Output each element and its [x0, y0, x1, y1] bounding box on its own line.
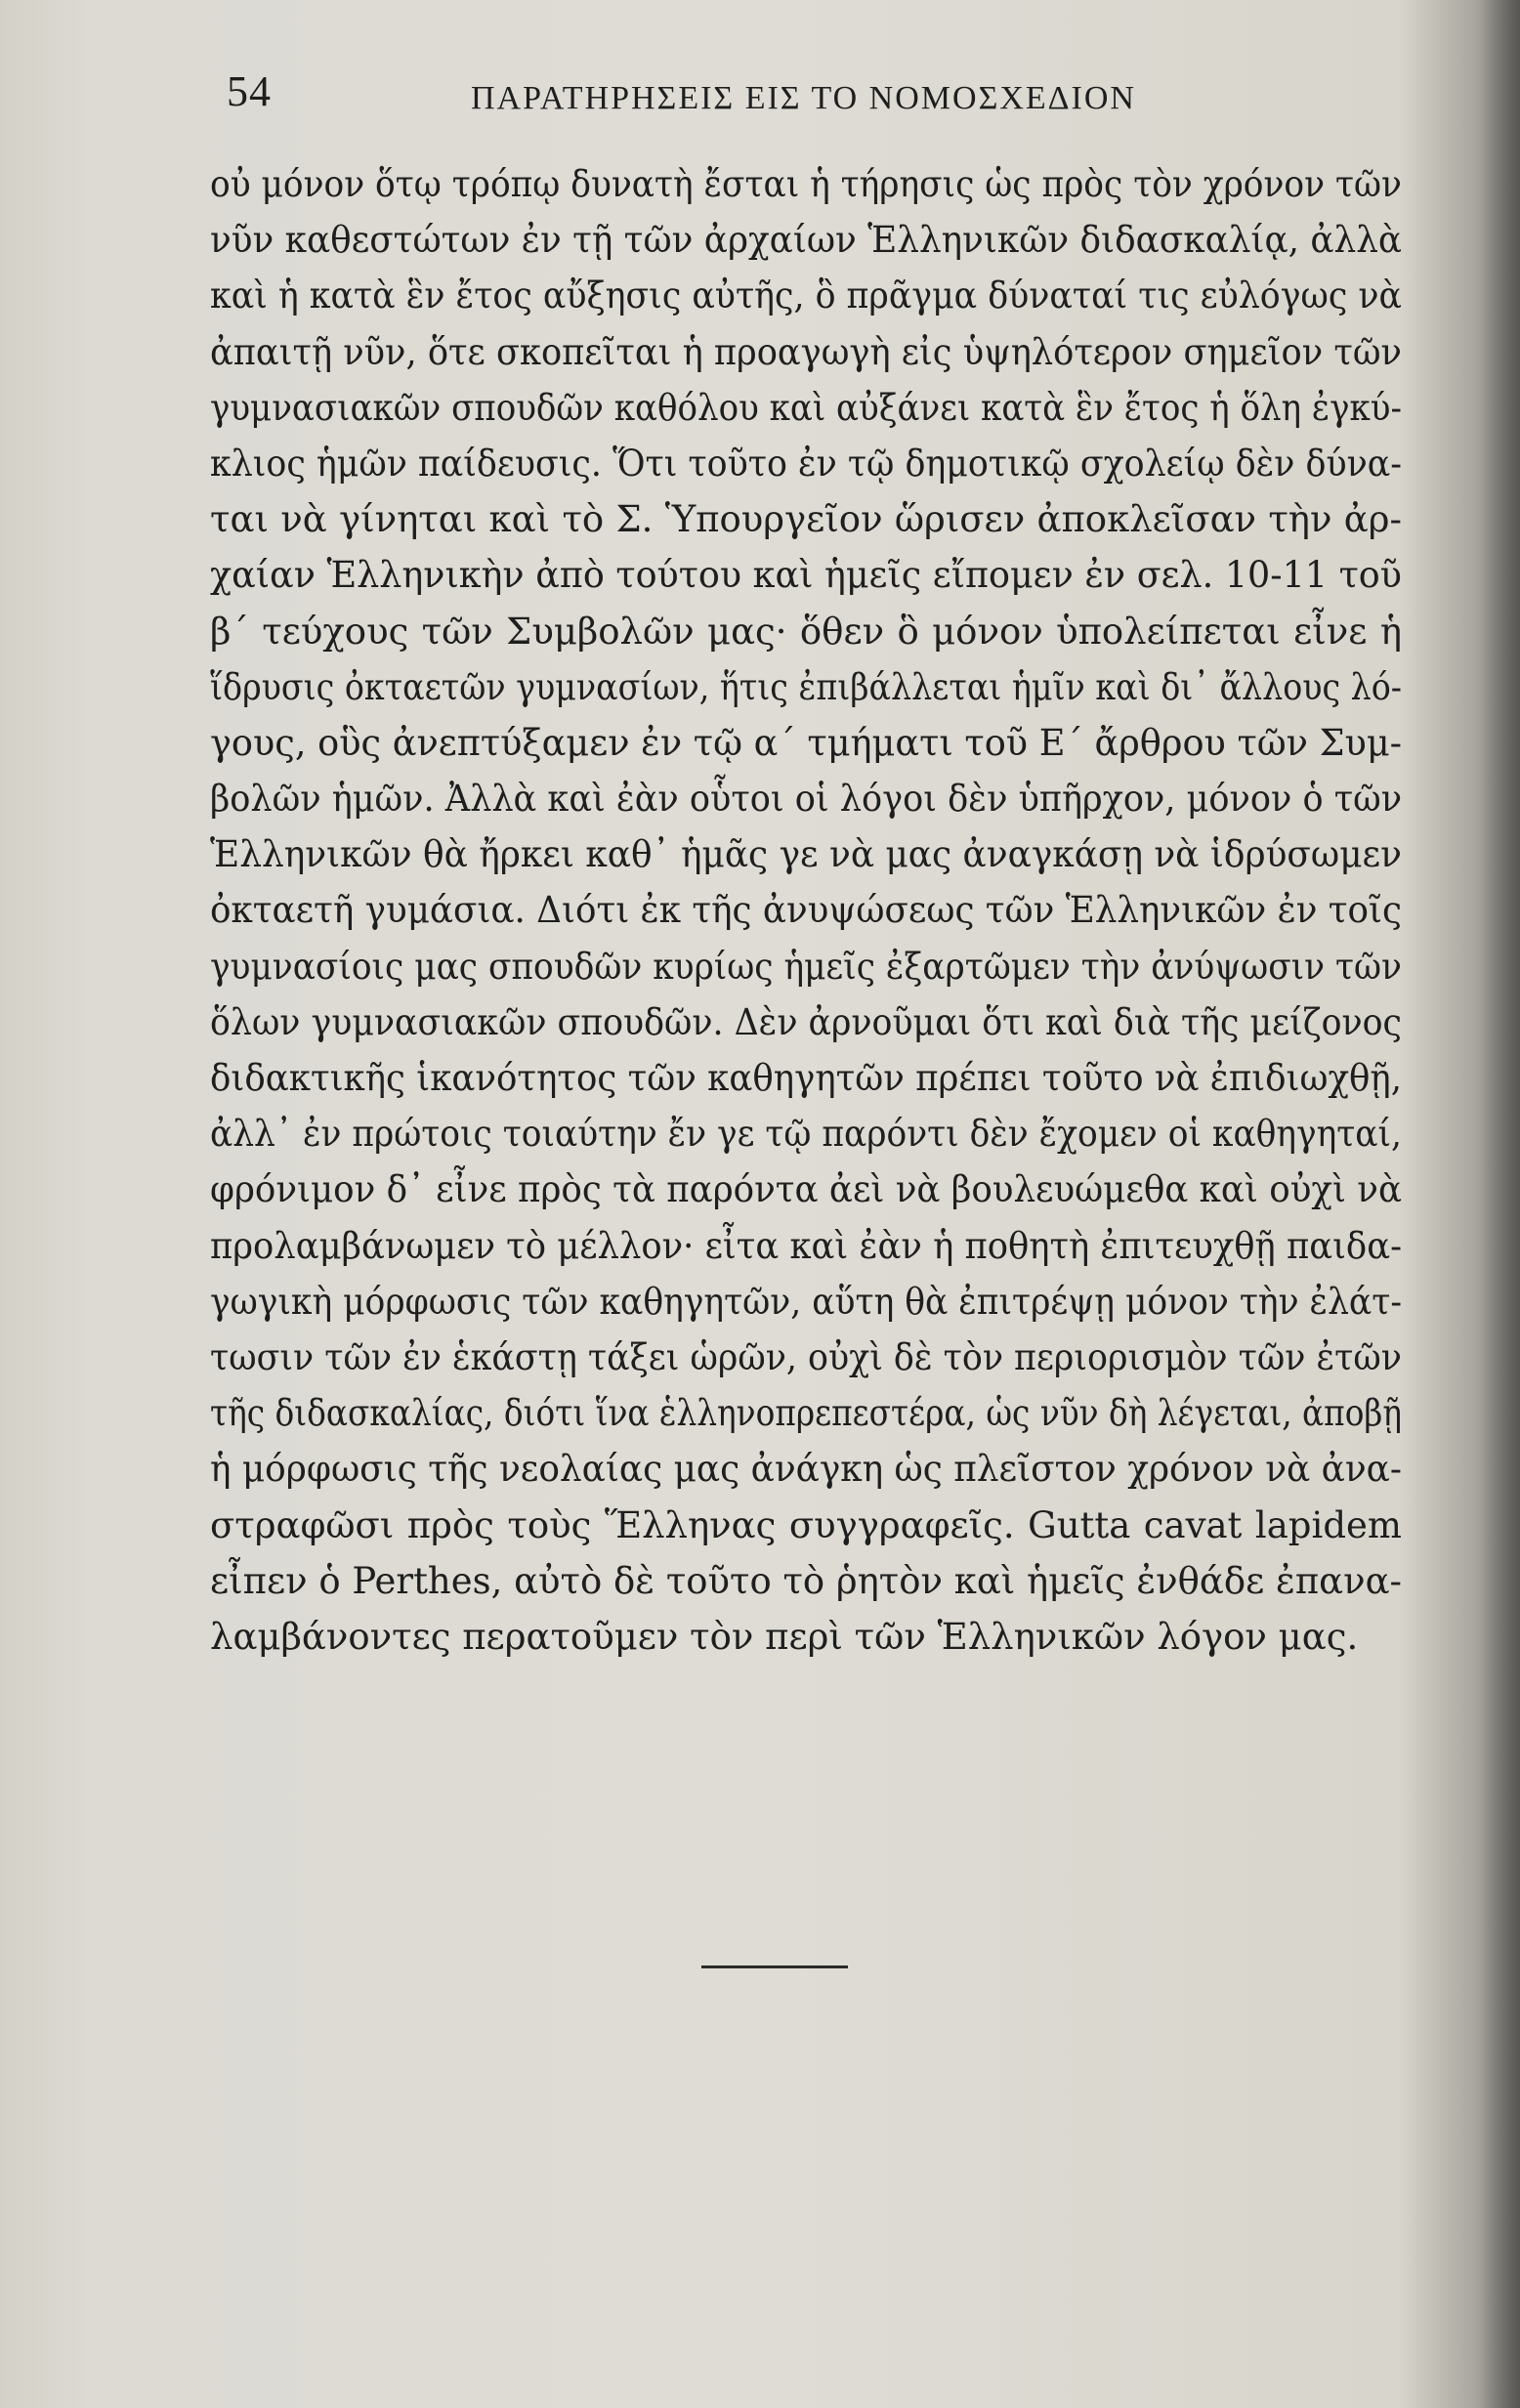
text-line: νῦν καθεστώτων ἐν τῇ τῶν ἀρχαίων Ἑλληνικῶν διδασκαλίᾳ, ἀλλὰ [210, 219, 1403, 262]
text-line: ὀκταετῆ γυμάσια. Διότι ἐκ τῆς ἀνυψώσεως τῶν Ἑλληνικῶν ἐν τοῖς [210, 889, 1403, 932]
text-line: γους, οὓς ἀνεπτύξαμεν ἐν τῷ α΄ τμήματι τοῦ Ε΄ ἄρθρου τῶν Συμ- [210, 721, 1403, 764]
text-line: εἶπεν ὁ Perthes, αὐτὸ δὲ τοῦτο τὸ ῥητὸν καὶ ἡμεῖς ἐνθάδε ἐπανα- [210, 1559, 1403, 1602]
page-number: 54 [227, 67, 272, 115]
text-line: κλιος ἡμῶν παίδευσις. Ὅτι τοῦτο ἐν τῷ δημοτικῷ σχολείῳ δὲν δύνα- [210, 442, 1402, 485]
text-line: β΄ τεύχους τῶν Συμβολῶν μας· ὅθεν ὃ μόνον ὑπολείπεται εἶνε ἡ [210, 610, 1402, 653]
text-line: γωγικὴ μόρφωσις τῶν καθηγητῶν, αὕτη θὰ ἐπιτρέψῃ μόνον τὴν ἐλάτ- [210, 1280, 1402, 1323]
text-line: ἵδρυσις ὀκταετῶν γυμνασίων, ἥτις ἐπιβάλλεται ἡμῖν καὶ δι᾽ ἄλλους λό- [210, 665, 1403, 708]
text-line: γυμνασιακῶν σπουδῶν καθόλου καὶ αὐξάνει κατὰ ἓν ἔτος ἡ ὅλη ἐγκύ- [210, 386, 1402, 429]
text-line-last: λαμβάνοντες περατοῦμεν τὸν περὶ τῶν Ἑλληνικῶν λόγον μας. [210, 1615, 1359, 1658]
text-line: ἡ μόρφωσις τῆς νεολαίας μας ἀνάγκη ὡς πλεῖστον χρόνον νὰ ἀνα- [210, 1448, 1402, 1491]
text-line: τῆς διδασκαλίας, διότι ἵνα ἑλληνοπρεπεστέρα, ὡς νῦν δὴ λέγεται, ἀποβῇ [210, 1392, 1403, 1435]
text-line: βολῶν ἡμῶν. Ἀλλὰ καὶ ἐὰν οὗτοι οἱ λόγοι δὲν ὑπῆρχον, μόνον ὁ τῶν [210, 778, 1403, 821]
text-line: ἀπαιτῇ νῦν, ὅτε σκοπεῖται ἡ προαγωγὴ εἰς ὑψηλότερον σημεῖον τῶν [210, 330, 1402, 373]
text-line: φρόνιμον δ᾽ εἶνε πρὸς τὰ παρόντα ἀεὶ νὰ βουλευώμεθα καὶ οὐχὶ νὰ [210, 1168, 1403, 1211]
text-line: ἀλλ᾽ ἐν πρώτοις τοιαύτην ἔν γε τῷ παρόντι δὲν ἔχομεν οἱ καθηγηταί, [210, 1113, 1402, 1156]
section-end-rule [701, 1965, 848, 1968]
text-line: διδακτικῆς ἱκανότητος τῶν καθηγητῶν πρέπει τοῦτο νὰ ἐπιδιωχθῇ, [210, 1057, 1403, 1099]
body-text [210, 156, 1402, 1665]
text-line: ται νὰ γίνηται καὶ τὸ Σ. Ὑπουργεῖον ὥρισεν ἀποκλεῖσαν τὴν ἀρ- [210, 498, 1402, 541]
text-line: Ἑλληνικῶν θὰ ἤρκει καθ᾽ ἡμᾶς γε νὰ μας ἀναγκάσῃ νὰ ἱδρύσωμεν [210, 833, 1402, 876]
running-head: ΠΑΡΑΤΗΡΗΣΕΙΣ ΕΙΣ ΤΟ ΝΟΜΟΣΧΕΔΙΟΝ [471, 80, 1136, 116]
text-line: τωσιν τῶν ἐν ἑκάστῃ τάξει ὡρῶν, οὐχὶ δὲ τὸν περιορισμὸν τῶν ἐτῶν [210, 1335, 1402, 1378]
text-line: στραφῶσι πρὸς τοὺς Ἕλληνας συγγραφεῖς. Gutta cavat lapidem [210, 1503, 1402, 1546]
page-edge-shadow [1481, 0, 1520, 2408]
text-line: καὶ ἡ κατὰ ἓν ἔτος αὔξησις αὐτῆς, ὃ πρᾶγμα δύναταί τις εὐλόγως νὰ [210, 275, 1402, 317]
text-line: προλαμβάνωμεν τὸ μέλλον· εἶτα καὶ ἐὰν ἡ ποθητὴ ἐπιτευχθῇ παιδα- [210, 1224, 1403, 1267]
text-line: ὅλων γυμνασιακῶν σπουδῶν. Δὲν ἀρνοῦμαι ὅτι καὶ διὰ τῆς μείζονος [210, 1000, 1402, 1043]
text-line: χαίαν Ἑλληνικὴν ἀπὸ τούτου καὶ ἡμεῖς εἴπομεν ἐν σελ. 10-11 τοῦ [210, 554, 1402, 597]
page-header [227, 59, 1301, 137]
text-line: οὐ μόνον ὅτῳ τρόπῳ δυνατὴ ἔσται ἡ τήρησις ὡς πρὸς τὸν χρόνον τῶν [210, 163, 1402, 205]
text-line: γυμνασίοις μας σπουδῶν κυρίως ἡμεῖς ἐξαρτῶμεν τὴν ἀνύψωσιν τῶν [210, 945, 1402, 988]
